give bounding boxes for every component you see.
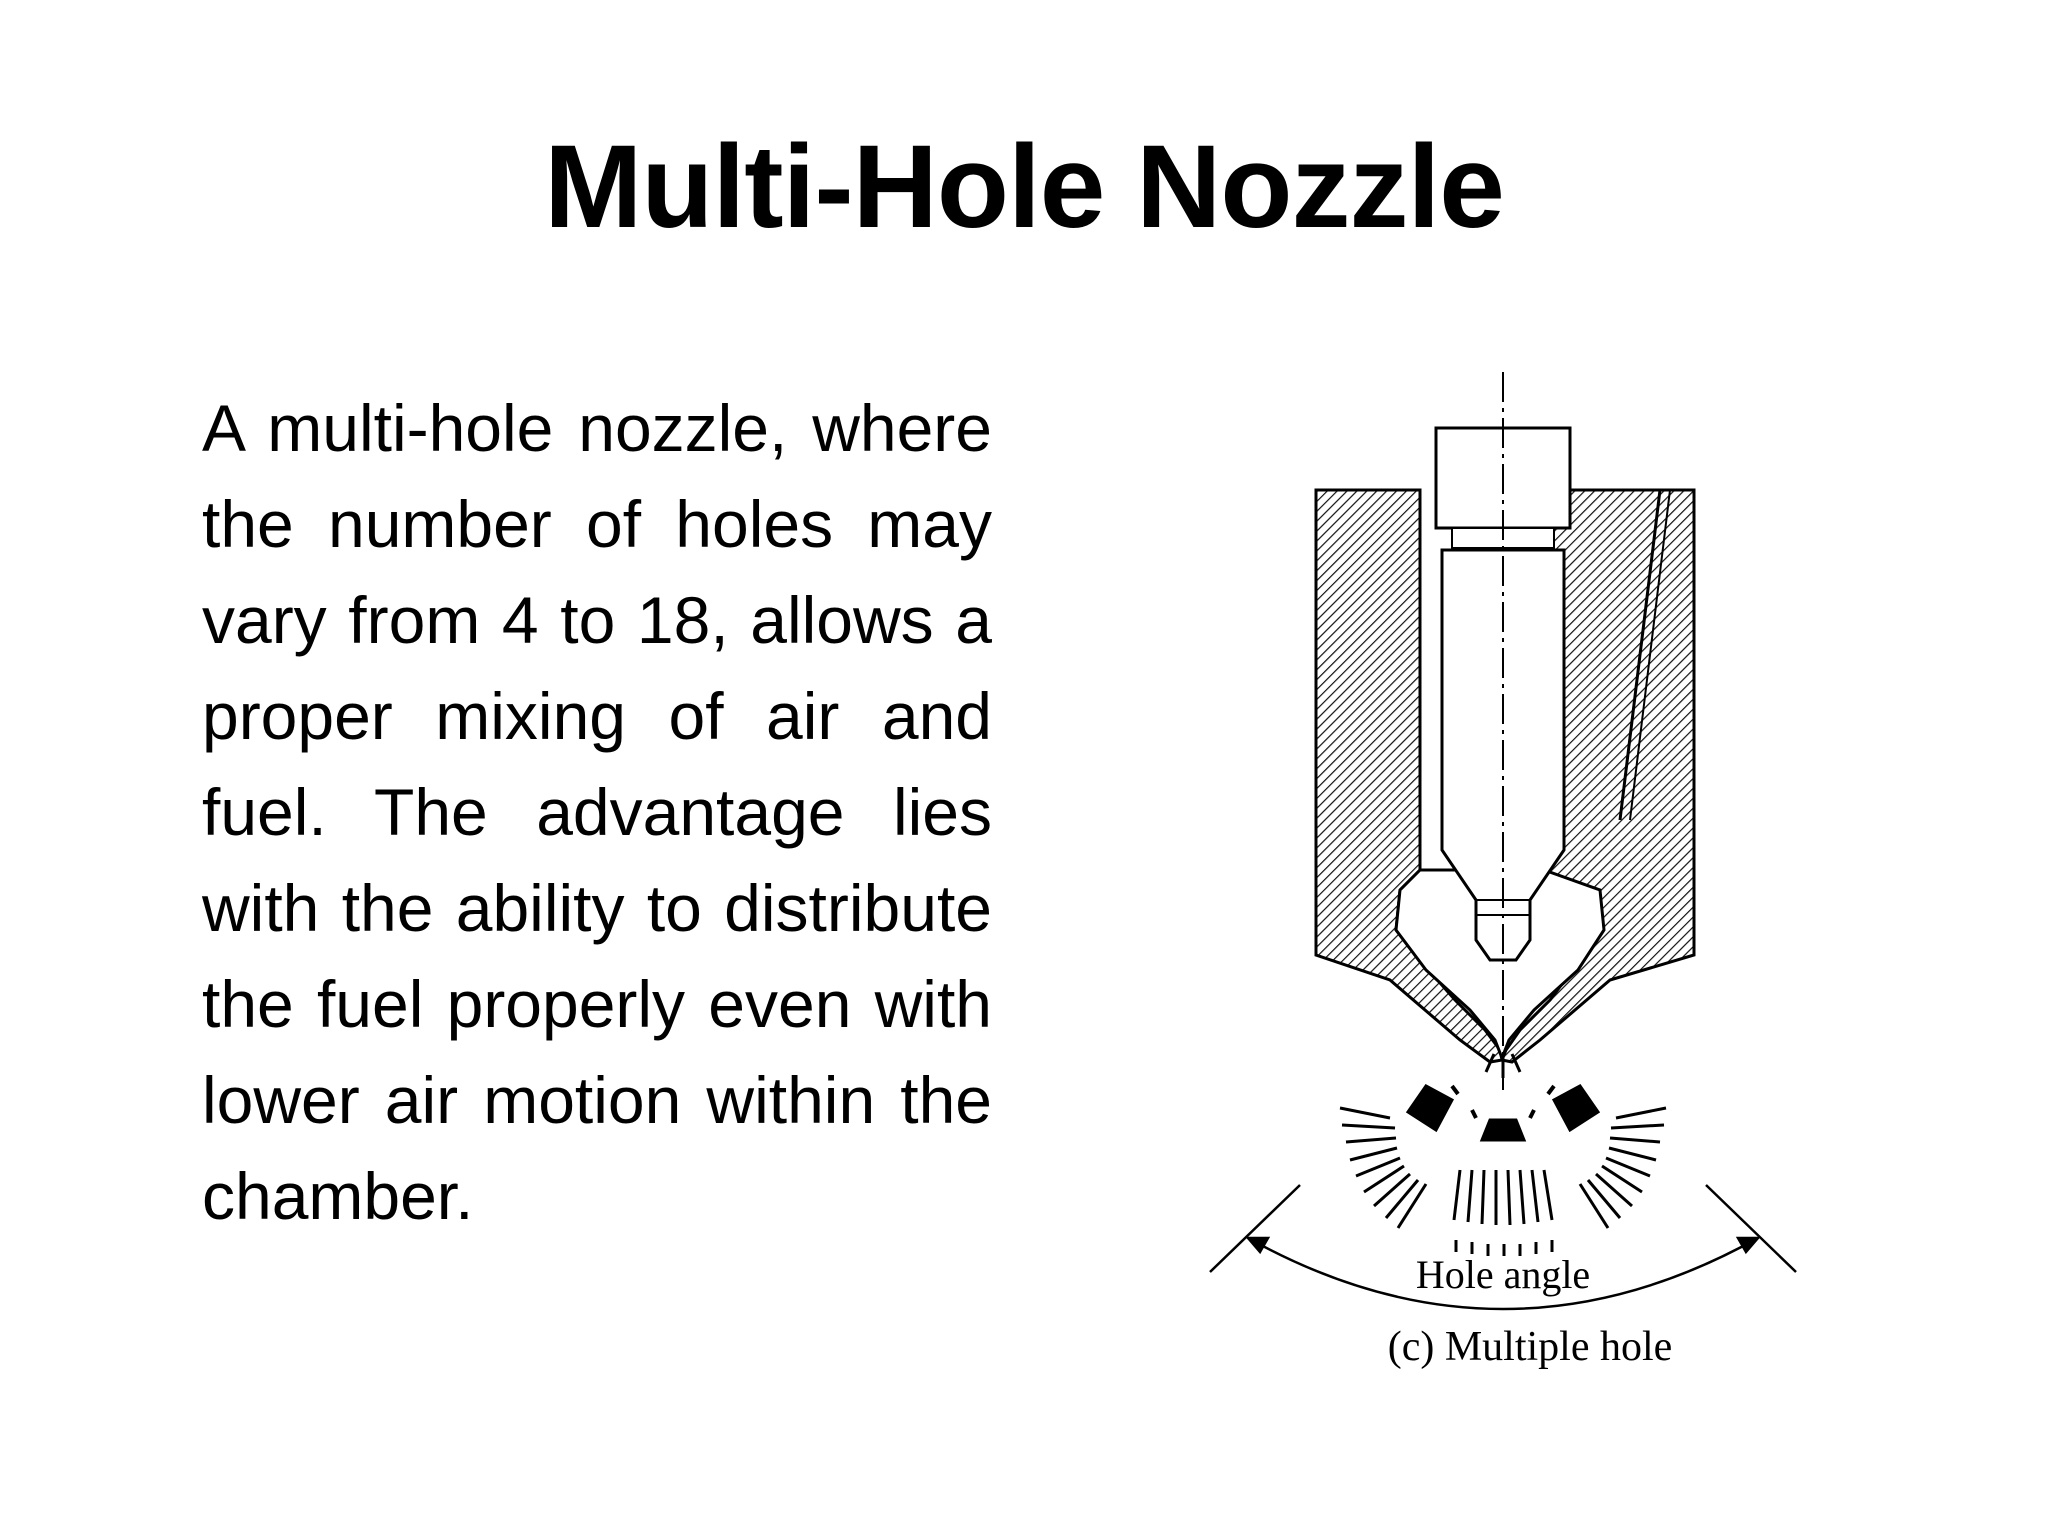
- slide-title: Multi-Hole Nozzle: [544, 121, 1504, 253]
- body-paragraph: A multi-hole nozzle, where the number of holes may vary from 4 to 18, allows a proper mixing of air and fuel. The advantage lies with the ability to distribute the fuel properly even with lower air motion within the chamber.: [202, 391, 992, 1233]
- spray-center: [1454, 1120, 1552, 1256]
- spray-right: [1554, 1086, 1666, 1228]
- figure-caption: (c) Multiple hole: [1387, 1324, 1673, 1370]
- multi-hole-nozzle-diagram: [1190, 370, 1830, 1400]
- hole-angle-label: Hole angle: [1415, 1252, 1591, 1297]
- spray-left: [1340, 1086, 1452, 1228]
- spray-dashes: [1452, 1086, 1554, 1118]
- nozzle-figure: [1190, 370, 1830, 1400]
